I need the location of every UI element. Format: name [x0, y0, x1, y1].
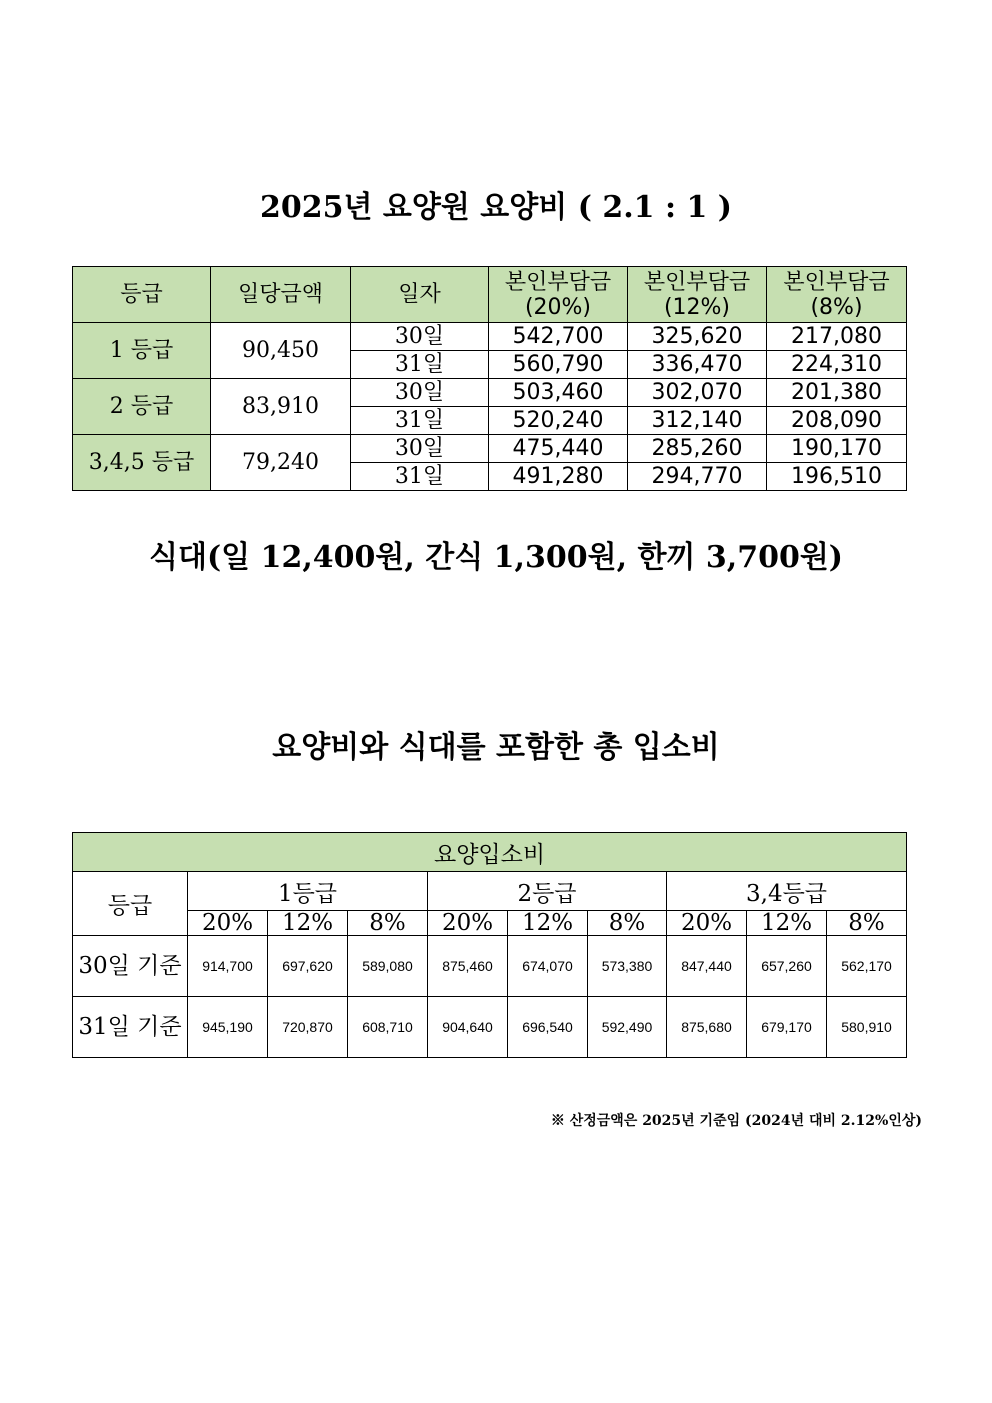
value-cell: 847,440: [667, 936, 747, 997]
value-cell: 720,870: [268, 997, 348, 1058]
value-cell: 562,170: [827, 936, 907, 997]
header-days: 일자: [351, 267, 489, 323]
days-cell: 31일: [351, 407, 489, 435]
grade-label: 등급: [73, 872, 188, 936]
header-copay-12: 본인부담금 (12%): [628, 267, 767, 323]
copay-20-cell: 475,440: [489, 435, 628, 463]
total-fee-table: [72, 832, 907, 1058]
table-row: [73, 323, 907, 351]
table-caption: 요양입소비: [73, 833, 907, 872]
percent-header: 8%: [348, 911, 428, 936]
days-cell: 30일: [351, 379, 489, 407]
copay-8-cell: 208,090: [767, 407, 907, 435]
copay-8-cell: 224,310: [767, 351, 907, 379]
group-header: 2등급: [428, 872, 667, 911]
value-cell: 697,620: [268, 936, 348, 997]
grade-cell: 2 등급: [73, 379, 211, 435]
value-cell: 573,380: [588, 936, 667, 997]
percent-header: 20%: [428, 911, 508, 936]
row-label: 30일 기준: [73, 936, 188, 997]
group-header: 3,4등급: [667, 872, 907, 911]
days-cell: 31일: [351, 351, 489, 379]
percent-header: 8%: [827, 911, 907, 936]
daily-amount-cell: 90,450: [211, 323, 351, 379]
page-title: 2025년 요양원 요양비 ( 2.1 : 1 ): [260, 190, 732, 225]
copay-12-cell: 285,260: [628, 435, 767, 463]
copay-12-cell: 294,770: [628, 463, 767, 491]
days-cell: 30일: [351, 435, 489, 463]
header-grade: 등급: [73, 267, 211, 323]
value-cell: 657,260: [747, 936, 827, 997]
header-copay-20: 본인부담금 (20%): [489, 267, 628, 323]
value-cell: 580,910: [827, 997, 907, 1058]
copay-20-cell: 503,460: [489, 379, 628, 407]
value-cell: 904,640: [428, 997, 508, 1058]
value-cell: 945,190: [188, 997, 268, 1058]
value-cell: 589,080: [348, 936, 428, 997]
days-cell: 31일: [351, 463, 489, 491]
table-row: [73, 997, 907, 1058]
row-label: 31일 기준: [73, 997, 188, 1058]
caption-row: [73, 833, 907, 872]
copay-12-cell: 302,070: [628, 379, 767, 407]
header-copay-8: 본인부담금 (8%): [767, 267, 907, 323]
meal-cost-text: 식대(일 12,400원, 간식 1,300원, 한끼 3,700원): [149, 540, 843, 575]
value-cell: 679,170: [747, 997, 827, 1058]
value-cell: 674,070: [508, 936, 588, 997]
footnote: ※ 산정금액은 2025년 기준임 (2024년 대비 2.12%인상): [550, 1113, 922, 1129]
table-row: [73, 936, 907, 997]
care-fee-header-row: [73, 267, 907, 323]
copay-8-cell: 196,510: [767, 463, 907, 491]
percent-header: 12%: [268, 911, 348, 936]
group-header: 1등급: [188, 872, 428, 911]
value-cell: 914,700: [188, 936, 268, 997]
daily-amount-cell: 79,240: [211, 435, 351, 491]
copay-8-cell: 201,380: [767, 379, 907, 407]
value-cell: 608,710: [348, 997, 428, 1058]
value-cell: 696,540: [508, 997, 588, 1058]
copay-20-cell: 542,700: [489, 323, 628, 351]
header-daily-amount: 일당금액: [211, 267, 351, 323]
copay-12-cell: 325,620: [628, 323, 767, 351]
table-row: [73, 379, 907, 407]
days-cell: 30일: [351, 323, 489, 351]
copay-20-cell: 520,240: [489, 407, 628, 435]
value-cell: 875,460: [428, 936, 508, 997]
copay-8-cell: 217,080: [767, 323, 907, 351]
copay-12-cell: 312,140: [628, 407, 767, 435]
percent-header: 20%: [188, 911, 268, 936]
care-fee-table: [72, 266, 907, 491]
copay-20-cell: 491,280: [489, 463, 628, 491]
copay-12-cell: 336,470: [628, 351, 767, 379]
copay-20-cell: 560,790: [489, 351, 628, 379]
section-title: 요양비와 식대를 포함한 총 입소비: [272, 730, 720, 765]
percent-header-row: [73, 911, 907, 936]
value-cell: 592,490: [588, 997, 667, 1058]
table-row: [73, 435, 907, 463]
value-cell: 875,680: [667, 997, 747, 1058]
percent-header: 8%: [588, 911, 667, 936]
grade-cell: 1 등급: [73, 323, 211, 379]
percent-header: 20%: [667, 911, 747, 936]
percent-header: 12%: [747, 911, 827, 936]
daily-amount-cell: 83,910: [211, 379, 351, 435]
percent-header: 12%: [508, 911, 588, 936]
copay-8-cell: 190,170: [767, 435, 907, 463]
grade-cell: 3,4,5 등급: [73, 435, 211, 491]
group-header-row: [73, 872, 907, 911]
